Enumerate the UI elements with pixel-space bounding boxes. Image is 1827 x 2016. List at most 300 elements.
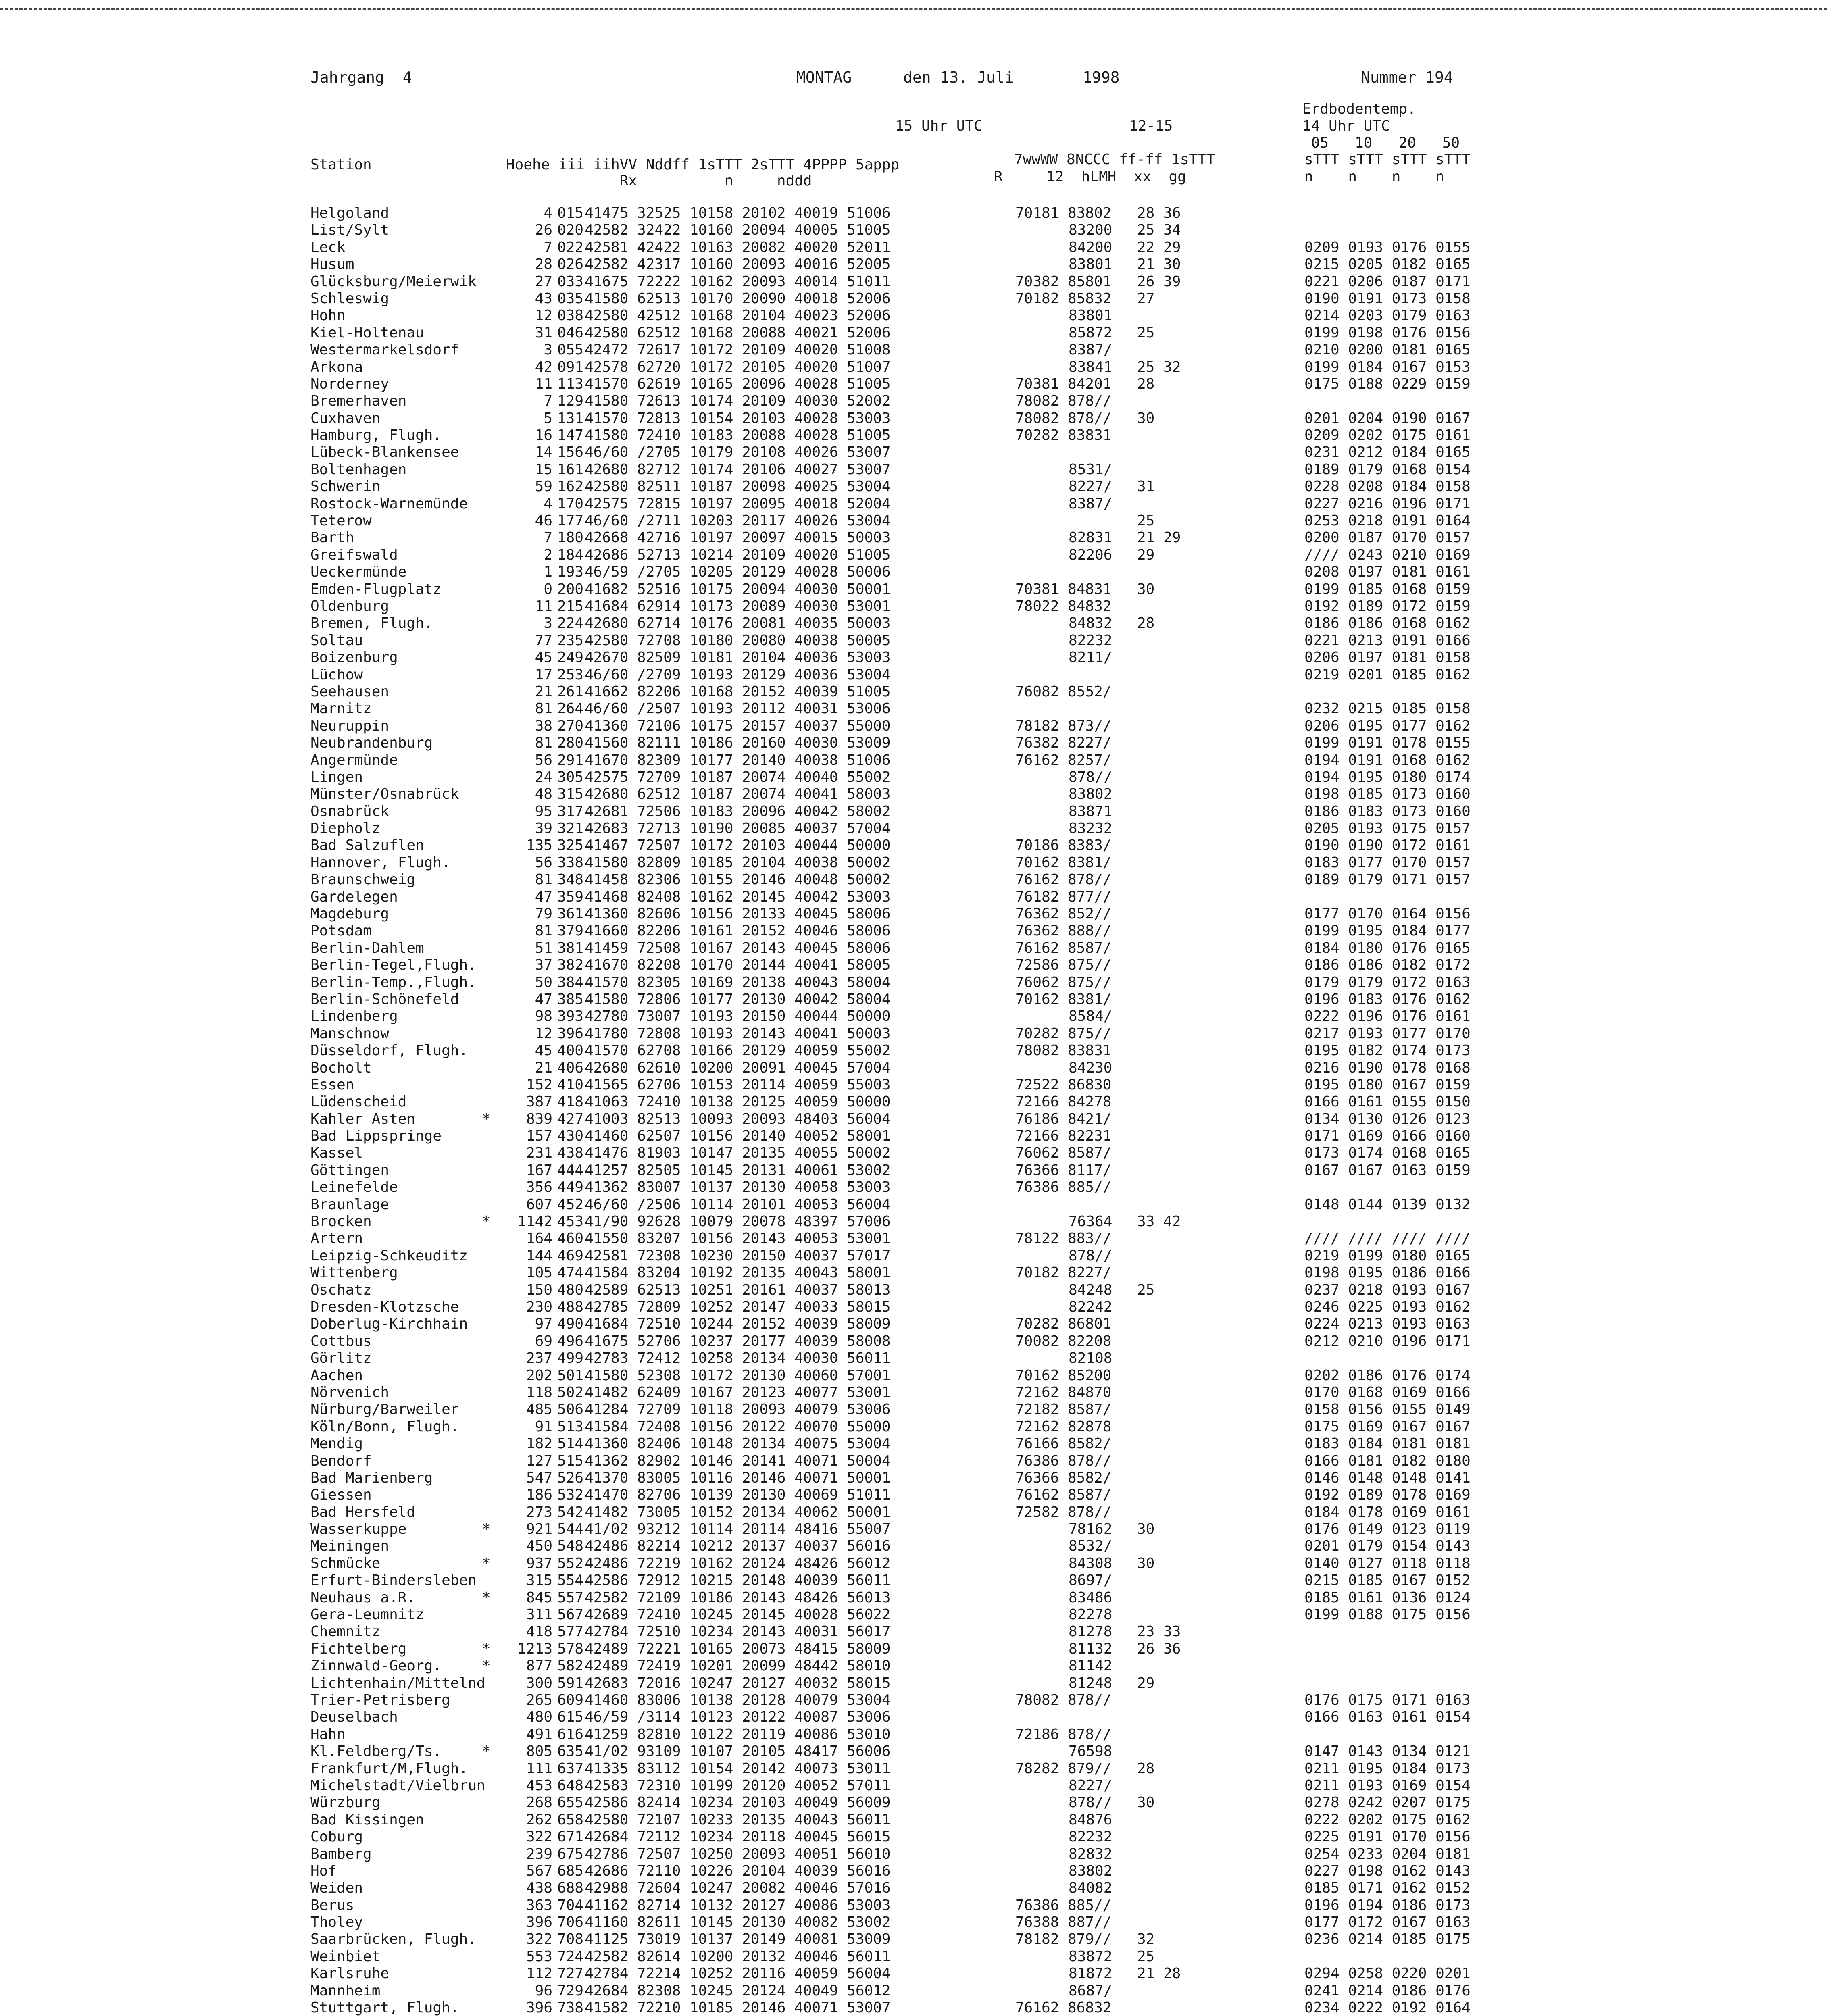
station-altitude: 77: [535, 632, 552, 649]
soil-temperatures: //// 0243 0210 0169: [1304, 546, 1471, 563]
station-number: 727: [557, 1965, 584, 1982]
station-altitude: 24: [535, 768, 552, 785]
station-name: Neubrandenburg: [310, 735, 433, 752]
station-altitude: 12: [535, 1025, 552, 1042]
synop-groups: 41257 82505 10145 20131 40061 53002: [585, 1162, 891, 1179]
soil-temperatures: 0205 0193 0175 0157: [1304, 820, 1471, 837]
issue-number: Nummer 194: [1361, 69, 1453, 86]
station-altitude: 237: [526, 1350, 552, 1367]
station-row: [310, 1846, 1641, 1863]
station-number: 406: [557, 1059, 584, 1076]
station-altitude: 567: [526, 1862, 552, 1879]
station-altitude: 144: [526, 1247, 552, 1264]
soil-temperatures: 0186 0186 0168 0162: [1304, 615, 1471, 632]
station-name: Artern: [310, 1230, 363, 1247]
station-altitude: 28: [535, 256, 552, 273]
station-altitude: 152: [526, 1076, 552, 1093]
station-number: 384: [557, 974, 584, 991]
station-altitude: 3: [544, 342, 552, 358]
station-altitude: 118: [526, 1384, 552, 1401]
soil-temperatures: 0208 0197 0181 0161: [1304, 564, 1471, 581]
station-row: [310, 393, 1641, 410]
synop-groups: 41780 72808 10193 20143 40041 50003: [585, 1025, 891, 1042]
wind-gust-values: 30: [1137, 581, 1155, 598]
station-altitude: 1142: [517, 1213, 552, 1230]
synop-groups: 41682 52516 10175 20094 40030 50001: [585, 581, 891, 598]
station-name: Potsdam: [310, 923, 372, 939]
station-number: 291: [557, 752, 584, 768]
station-number: 616: [557, 1726, 584, 1743]
station-name: Lindenberg: [310, 1008, 398, 1025]
synop-groups: 41125 73019 10137 20149 40081 53009: [585, 1931, 891, 1948]
soil-temperatures: 0236 0214 0185 0175: [1304, 1931, 1471, 1948]
wind-gust-values: 23 33: [1137, 1623, 1181, 1640]
station-number: 022: [557, 239, 584, 256]
station-row: [310, 1299, 1641, 1316]
station-altitude: 81: [535, 735, 552, 752]
soil-temperatures: 0148 0144 0139 0132: [1304, 1196, 1471, 1213]
volume-label: Jahrgang 4: [310, 69, 412, 86]
soil-temperatures: 0222 0196 0176 0161: [1304, 1008, 1471, 1025]
synop-groups: 41467 72507 10172 20103 40044 50000: [585, 837, 891, 854]
station-row: [310, 1264, 1641, 1281]
station-row: [310, 923, 1641, 939]
synop-groups: 42578 62720 10172 20105 40020 51007: [585, 358, 891, 375]
soil-temperatures: 0186 0183 0173 0160: [1304, 803, 1471, 820]
weather-cloud-groups: 76386 878//: [1015, 1452, 1112, 1469]
soil-temperatures: 0177 0172 0167 0163: [1304, 1914, 1471, 1931]
soil-temperatures: 0198 0195 0186 0166: [1304, 1264, 1471, 1281]
station-row: [310, 1948, 1641, 1965]
station-number: 264: [557, 700, 584, 717]
station-altitude: 7: [544, 393, 552, 410]
station-altitude: 16: [535, 427, 552, 444]
station-number: 501: [557, 1367, 584, 1384]
wind-gust-values: 25: [1137, 512, 1155, 529]
station-row: [310, 820, 1641, 837]
station-row: [310, 1504, 1641, 1521]
synop-groups: 41335 83112 10154 20142 40073 53011: [585, 1760, 891, 1777]
station-row: [310, 564, 1641, 581]
synop-groups: 42689 72410 10245 20145 40028 56022: [585, 1606, 891, 1623]
soil-temperatures: 0200 0187 0170 0157: [1304, 529, 1471, 546]
synop-groups: 41162 82714 10132 20127 40086 53003: [585, 1897, 891, 1914]
synop-groups: 42684 82308 10245 20124 40049 56012: [585, 1982, 891, 1999]
station-name: Göttingen: [310, 1162, 390, 1179]
soil-temp-title: Erdbodentemp.: [1302, 101, 1416, 117]
station-altitude: 273: [526, 1504, 552, 1520]
station-name: Cottbus: [310, 1333, 372, 1350]
station-number: 280: [557, 735, 584, 752]
station-row: [310, 1829, 1641, 1845]
synop-groups: 41063 72410 10138 20125 40059 50000: [585, 1093, 891, 1110]
weather-cloud-groups: 8211/: [1069, 649, 1112, 666]
synop-groups: 42582 32422 10160 20094 40005 51005: [585, 222, 891, 239]
weather-cloud-groups: 8387/: [1069, 495, 1112, 512]
station-row: [310, 461, 1641, 478]
wind-gust-values: 33 42: [1137, 1213, 1181, 1230]
station-altitude: 4: [544, 495, 552, 512]
station-row: [310, 871, 1641, 888]
weather-cloud-groups: 878//: [1069, 1794, 1112, 1811]
station-row: [310, 256, 1641, 273]
synop-groups: 41458 82306 10155 20146 40048 50002: [585, 871, 891, 888]
synop-groups: 41/02 93212 10114 20114 48416 55007: [585, 1521, 891, 1538]
synop-groups: 42783 72412 10258 20134 40030 56011: [585, 1350, 891, 1367]
station-number: 637: [557, 1760, 584, 1777]
mountain-station-marker: *: [482, 1640, 491, 1657]
station-number: 554: [557, 1572, 584, 1589]
station-name: Kl.Feldberg/Ts.: [310, 1743, 442, 1760]
station-row: [310, 1401, 1641, 1418]
weather-cloud-groups: 83232: [1069, 820, 1112, 837]
station-name: Trier-Petrisberg: [310, 1691, 450, 1708]
station-row: [310, 1384, 1641, 1401]
station-name: Fichtelberg: [310, 1640, 407, 1657]
soil-temperatures: 0206 0197 0181 0158: [1304, 649, 1471, 666]
synop-groups: 41565 62706 10153 20114 40059 55003: [585, 1076, 891, 1093]
wind-gust-values: 25: [1137, 324, 1155, 341]
synop-groups: 42784 72214 10252 20116 40059 56004: [585, 1965, 891, 1982]
weather-cloud-groups: 82232: [1069, 1829, 1112, 1845]
station-number: 338: [557, 854, 584, 871]
weather-cloud-groups: 76162 8587/: [1015, 1487, 1112, 1504]
station-row: [310, 496, 1641, 512]
station-name: Bad Lippspringe: [310, 1128, 442, 1145]
synop-groups: 42684 72112 10234 20118 40045 56015: [585, 1829, 891, 1845]
station-row: [310, 1863, 1641, 1880]
synop-groups: 41582 72210 10185 20146 40071 53007: [585, 1999, 891, 2016]
station-number: 671: [557, 1829, 584, 1845]
weather-cloud-groups: 72186 878//: [1015, 1726, 1112, 1743]
station-row: [310, 991, 1641, 1008]
station-row: [310, 1128, 1641, 1145]
station-altitude: 37: [535, 957, 552, 974]
station-altitude: 46: [535, 512, 552, 529]
soil-temperatures: 0184 0180 0176 0165: [1304, 939, 1471, 956]
station-name: Tholey: [310, 1914, 363, 1931]
soil-temperatures: 0195 0180 0167 0159: [1304, 1076, 1471, 1093]
synop-groups: 41468 82408 10162 20145 40042 53003: [585, 888, 891, 905]
synop-groups: 41670 82208 10170 20144 40041 58005: [585, 957, 891, 974]
station-altitude: 81: [535, 871, 552, 888]
station-altitude: 839: [526, 1110, 552, 1127]
station-row: [310, 700, 1641, 717]
station-name: Boizenburg: [310, 649, 398, 666]
station-row: [310, 615, 1641, 632]
station-altitude: 2: [544, 546, 552, 563]
station-row: [310, 1093, 1641, 1110]
station-altitude: 230: [526, 1299, 552, 1315]
station-name: List/Sylt: [310, 222, 390, 239]
station-altitude: 59: [535, 478, 552, 495]
soil-temperatures: //// //// //// ////: [1304, 1230, 1471, 1247]
station-row: [310, 376, 1641, 393]
soil-temperatures: 0189 0179 0168 0154: [1304, 461, 1471, 478]
synop-groups: 41360 82606 10156 20133 40045 58006: [585, 906, 891, 923]
station-altitude: 363: [526, 1897, 552, 1914]
station-altitude: 21: [535, 683, 552, 700]
synop-groups: 41570 62708 10166 20129 40059 55002: [585, 1042, 891, 1059]
station-altitude: 111: [526, 1760, 552, 1777]
soil-temperatures: 0215 0185 0167 0152: [1304, 1572, 1471, 1589]
station-row: [310, 1521, 1641, 1538]
soil-depths: 05 10 20 50: [1302, 135, 1460, 151]
station-altitude: 127: [526, 1452, 552, 1469]
station-number: 552: [557, 1555, 584, 1572]
station-number: 658: [557, 1811, 584, 1828]
synop-groups: 41470 82706 10139 20130 40069 51011: [585, 1487, 891, 1504]
weather-cloud-groups: 81132: [1069, 1640, 1112, 1657]
station-name: Kiel-Holtenau: [310, 324, 424, 341]
soil-temperatures: 0202 0186 0176 0174: [1304, 1367, 1471, 1384]
station-number: 635: [557, 1743, 584, 1760]
synop-groups: 41482 73005 10152 20134 40062 50001: [585, 1504, 891, 1520]
soil-columns-header-line2: n n n n: [1304, 169, 1444, 185]
weather-cloud-groups: 81248: [1069, 1674, 1112, 1691]
station-name: Lingen: [310, 768, 363, 785]
station-name: Oldenburg: [310, 598, 390, 614]
station-name: Greifswald: [310, 546, 398, 563]
station-row: [310, 1675, 1641, 1692]
station-row: [310, 547, 1641, 564]
station-name: Gardelegen: [310, 888, 398, 905]
station-altitude: 845: [526, 1589, 552, 1606]
station-number: 131: [557, 410, 584, 427]
synop-groups: 42582 82614 10200 20132 40046 56011: [585, 1948, 891, 1965]
station-row: [310, 649, 1641, 666]
weather-cloud-groups: 70162 85200: [1015, 1367, 1112, 1384]
station-name: Emden-Flugplatz: [310, 581, 442, 598]
station-row: [310, 1965, 1641, 1982]
station-row: [310, 1709, 1641, 1726]
station-altitude: 112: [526, 1965, 552, 1982]
soil-temperatures: 0192 0189 0178 0169: [1304, 1487, 1471, 1504]
soil-temperatures: 0209 0193 0176 0155: [1304, 239, 1471, 256]
station-name: Osnabrück: [310, 803, 390, 820]
weather-cloud-groups: 82832: [1069, 1845, 1112, 1862]
station-altitude: 300: [526, 1674, 552, 1691]
synop-groups: 41482 62409 10167 20123 40077 53001: [585, 1384, 891, 1401]
station-altitude: 69: [535, 1333, 552, 1350]
station-number: 393: [557, 1008, 584, 1025]
synop-groups: 42586 72912 10215 20148 40039 56011: [585, 1572, 891, 1589]
station-name: Bamberg: [310, 1845, 372, 1862]
station-row: [310, 1162, 1641, 1179]
station-altitude: 4: [544, 205, 552, 221]
station-number: 261: [557, 683, 584, 700]
station-altitude: 157: [526, 1128, 552, 1145]
station-name: Würzburg: [310, 1794, 381, 1811]
station-altitude: 15: [535, 461, 552, 478]
synop-groups: 41570 82305 10169 20138 40043 58004: [585, 974, 891, 991]
station-name: Soltau: [310, 632, 363, 649]
mountain-station-marker: *: [482, 1110, 491, 1127]
weather-cloud-groups: 72162 84870: [1015, 1384, 1112, 1401]
station-number: 215: [557, 598, 584, 614]
station-number: 385: [557, 991, 584, 1008]
station-name: Husum: [310, 256, 354, 273]
station-name: Münster/Osnabrück: [310, 786, 459, 803]
station-altitude: 547: [526, 1469, 552, 1486]
soil-temperatures: 0201 0179 0154 0143: [1304, 1538, 1471, 1555]
station-altitude: 877: [526, 1658, 552, 1674]
soil-temperatures: 0134 0130 0126 0123: [1304, 1110, 1471, 1127]
station-number: 177: [557, 512, 584, 529]
station-name: Dresden-Klotzsche: [310, 1299, 459, 1315]
station-row: [310, 427, 1641, 444]
soil-temperatures: 0186 0186 0182 0172: [1304, 957, 1471, 974]
weather-cloud-groups: 84248: [1069, 1281, 1112, 1298]
station-name: Lüchow: [310, 666, 363, 683]
station-row: [310, 205, 1641, 222]
station-number: 020: [557, 222, 584, 239]
station-name: Berlin-Schönefeld: [310, 991, 459, 1008]
station-number: 379: [557, 923, 584, 939]
station-row: [310, 1367, 1641, 1384]
station-number: 400: [557, 1042, 584, 1059]
station-number: 156: [557, 444, 584, 461]
synop-groups: 41/02 93109 10107 20105 48417 56006: [585, 1743, 891, 1760]
station-number: 161: [557, 461, 584, 478]
weather-cloud-groups: 78082 83831: [1015, 1042, 1112, 1059]
soil-temperatures: 0211 0193 0169 0154: [1304, 1777, 1471, 1794]
weather-cloud-groups: 8227/: [1069, 478, 1112, 495]
station-name: Lübeck-Blankensee: [310, 444, 459, 461]
soil-temperatures: 0176 0175 0171 0163: [1304, 1691, 1471, 1708]
synop-groups: 42785 72809 10252 20147 40033 58015: [585, 1299, 891, 1315]
weather-cloud-groups: 81872: [1069, 1965, 1112, 1982]
station-row: [310, 598, 1641, 615]
station-number: 591: [557, 1674, 584, 1691]
weather-cloud-groups: 83486: [1069, 1589, 1112, 1606]
station-altitude: 135: [526, 837, 552, 854]
synop-groups: 46/60 /2711 10203 20117 40026 53004: [585, 512, 891, 529]
station-number: 427: [557, 1110, 584, 1127]
synop-groups: 41675 72222 10162 20093 40014 51011: [585, 273, 891, 290]
station-altitude: 356: [526, 1179, 552, 1196]
station-name: Chemnitz: [310, 1623, 381, 1640]
synop-groups: 42786 72507 10250 20093 40051 56010: [585, 1845, 891, 1862]
station-number: 513: [557, 1418, 584, 1435]
station-row: [310, 1880, 1641, 1897]
station-name: Weiden: [310, 1880, 363, 1897]
station-row: [310, 1213, 1641, 1230]
synop-groups: 46/59 /3114 10123 20122 40087 53006: [585, 1709, 891, 1726]
weather-cloud-groups: 70381 84831: [1015, 581, 1112, 598]
station-altitude: 98: [535, 1008, 552, 1025]
station-name: Hamburg, Flugh.: [310, 427, 442, 444]
weather-cloud-groups: 70282 83831: [1015, 427, 1112, 444]
station-name: Hannover, Flugh.: [310, 854, 450, 871]
synop-groups: 41580 62513 10170 20090 40018 52006: [585, 290, 891, 307]
weather-cloud-groups: 82831: [1069, 529, 1112, 546]
station-name: Bendorf: [310, 1452, 372, 1469]
station-name: Lüdenscheid: [310, 1093, 407, 1110]
weather-cloud-groups: 70082 82208: [1015, 1333, 1112, 1350]
station-altitude: 43: [535, 290, 552, 307]
station-name: Neuruppin: [310, 717, 390, 734]
columns-header-line1: Hoehe iii iihVV Nddff 1sTTT 2sTTT 4PPPP 5appp: [506, 156, 900, 173]
weather-cloud-groups: 72182 8587/: [1015, 1401, 1112, 1418]
weather-cloud-groups: 76362 852//: [1015, 906, 1112, 923]
weather-cloud-groups: 8687/: [1069, 1982, 1112, 1999]
synop-groups: 41003 82513 10093 20093 48403 56004: [585, 1110, 891, 1127]
perforation-line: [0, 8, 1827, 10]
station-number: 170: [557, 495, 584, 512]
year-label: 1998: [1083, 69, 1120, 86]
station-number: 704: [557, 1897, 584, 1914]
soil-temperatures: 0166 0163 0161 0154: [1304, 1709, 1471, 1726]
station-name: Köln/Bonn, Flugh.: [310, 1418, 459, 1435]
weather-cloud-groups: 76364: [1069, 1213, 1112, 1230]
station-number: 015: [557, 205, 584, 221]
soil-temperatures: 0294 0258 0220 0201: [1304, 1965, 1471, 1982]
synop-groups: 41570 62619 10165 20096 40028 51005: [585, 375, 891, 392]
station-row: [310, 1999, 1641, 2016]
station-number: 184: [557, 546, 584, 563]
station-row: [310, 1726, 1641, 1743]
station-row: [310, 1333, 1641, 1350]
soil-temperatures: 0221 0206 0187 0171: [1304, 273, 1471, 290]
soil-temperatures: 0253 0218 0191 0164: [1304, 512, 1471, 529]
station-altitude: 95: [535, 803, 552, 820]
station-altitude: 322: [526, 1931, 552, 1948]
station-row: [310, 1623, 1641, 1640]
station-altitude: 480: [526, 1709, 552, 1726]
synop-groups: 42581 42422 10163 20082 40020 52011: [585, 239, 891, 256]
synop-groups: 41580 82809 10185 20104 40038 50002: [585, 854, 891, 871]
weather-cloud-groups: 76162 8257/: [1015, 752, 1112, 768]
weather-cloud-groups: 72586 875//: [1015, 957, 1112, 974]
synop-groups: 42784 72510 10234 20143 40031 56017: [585, 1623, 891, 1640]
station-altitude: 45: [535, 1042, 552, 1059]
weather-cloud-groups: 84082: [1069, 1880, 1112, 1897]
soil-temperatures: 0219 0201 0185 0162: [1304, 666, 1471, 683]
station-name: Glücksburg/Meierwik: [310, 273, 477, 290]
mountain-station-marker: *: [482, 1589, 491, 1606]
synop-groups: 42582 72109 10186 20143 48426 56013: [585, 1589, 891, 1606]
soil-temperatures: 0232 0215 0185 0158: [1304, 700, 1471, 717]
station-name: Mendig: [310, 1435, 363, 1452]
soil-temperatures: 0209 0202 0175 0161: [1304, 427, 1471, 444]
synop-groups: 42472 72617 10172 20109 40020 51008: [585, 342, 891, 358]
station-row: [310, 1914, 1641, 1931]
station-altitude: 31: [535, 324, 552, 341]
station-name: Giessen: [310, 1487, 372, 1504]
station-altitude: 5: [544, 410, 552, 427]
soil-temperatures: 0216 0190 0178 0168: [1304, 1059, 1471, 1076]
station-row: [310, 1470, 1641, 1487]
station-column-header: Station: [310, 156, 372, 173]
synop-groups: 41460 62507 10156 20140 40052 58001: [585, 1128, 891, 1145]
station-number: 359: [557, 888, 584, 905]
synop-groups: 42581 72308 10230 20150 40037 57017: [585, 1247, 891, 1264]
station-altitude: 91: [535, 1418, 552, 1435]
station-number: 224: [557, 615, 584, 632]
synop-groups: 42683 72016 10247 20127 40032 58015: [585, 1674, 891, 1691]
soil-temperatures: 0221 0213 0191 0166: [1304, 632, 1471, 649]
station-name: Barth: [310, 529, 354, 546]
weather-cloud-groups: 81278: [1069, 1623, 1112, 1640]
soil-temperatures: 0214 0203 0179 0163: [1304, 307, 1471, 324]
station-name: Coburg: [310, 1829, 363, 1845]
station-row: [310, 1418, 1641, 1435]
station-altitude: 47: [535, 888, 552, 905]
soil-temperatures: 0146 0148 0148 0141: [1304, 1469, 1471, 1486]
station-name: Weinbiet: [310, 1948, 381, 1965]
station-name: Bad Hersfeld: [310, 1504, 416, 1520]
